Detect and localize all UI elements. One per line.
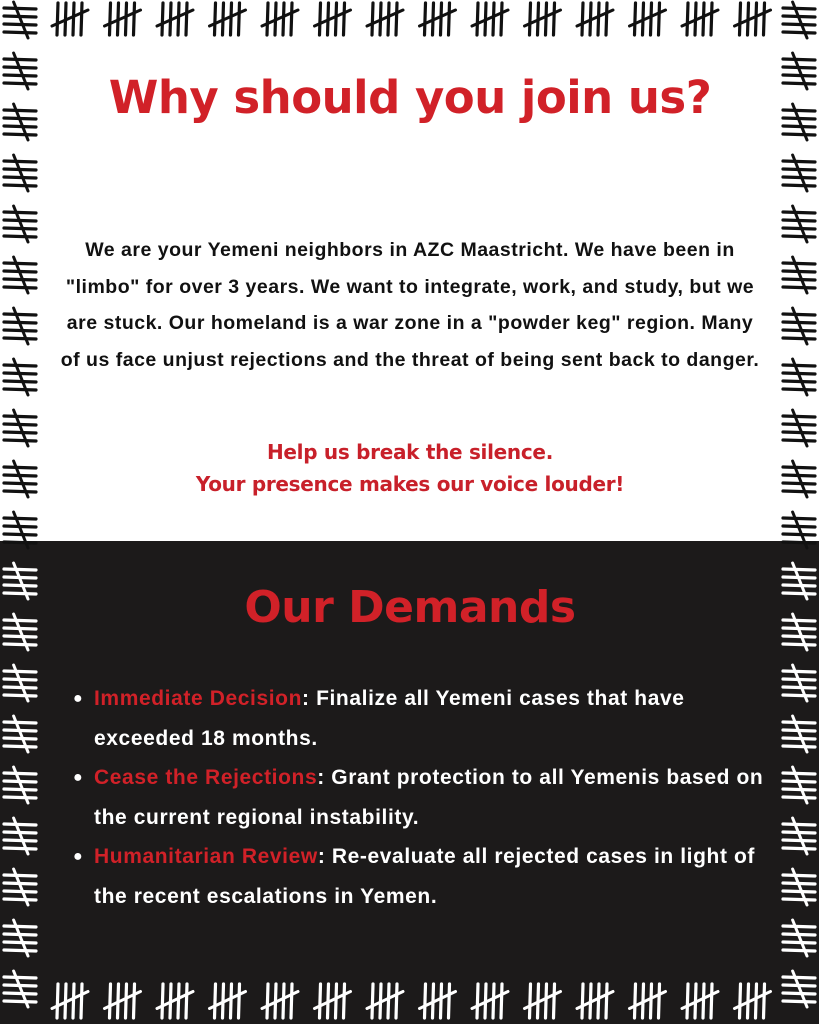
list-item bbox=[70, 679, 770, 758]
intro-paragraph: We are your Yemeni neighbors in AZC Maastricht. We have been in "limbo" for over 3 years. We want to integrate, work, and study, but we are stuck. Our homeland is a war zone in a "powder keg" region. Many of us face unjust rejections and the threat of being sent back to danger. bbox=[60, 239, 760, 371]
demand-text: : Finalize all Yemeni cases that have exceeded 18 months. bbox=[94, 687, 685, 750]
bullet-icon: ● bbox=[73, 769, 84, 786]
cta-line-2: Your presence makes our voice louder! bbox=[195, 472, 625, 496]
bullet-icon: ● bbox=[73, 690, 84, 707]
demands-list bbox=[70, 679, 770, 916]
bullet-icon: ● bbox=[73, 848, 84, 865]
cta-line-1: Help us break the silence. bbox=[266, 440, 553, 464]
list-item bbox=[70, 837, 770, 916]
call-to-action bbox=[60, 436, 760, 500]
demand-title: Humanitarian Review bbox=[94, 845, 318, 868]
demand-title: Cease the Rejections bbox=[94, 766, 318, 789]
demand-text: : Re-evaluate all rejected cases in light of the recent escalations in Yemen. bbox=[94, 845, 756, 908]
list-item bbox=[70, 758, 770, 837]
page-title: Why should you join us? bbox=[108, 71, 712, 124]
demand-text: : Grant protection to all Yemenis based on the current regional instability. bbox=[94, 766, 764, 829]
demand-title: Immediate Decision bbox=[94, 687, 303, 710]
demands-heading: Our Demands bbox=[244, 582, 576, 633]
